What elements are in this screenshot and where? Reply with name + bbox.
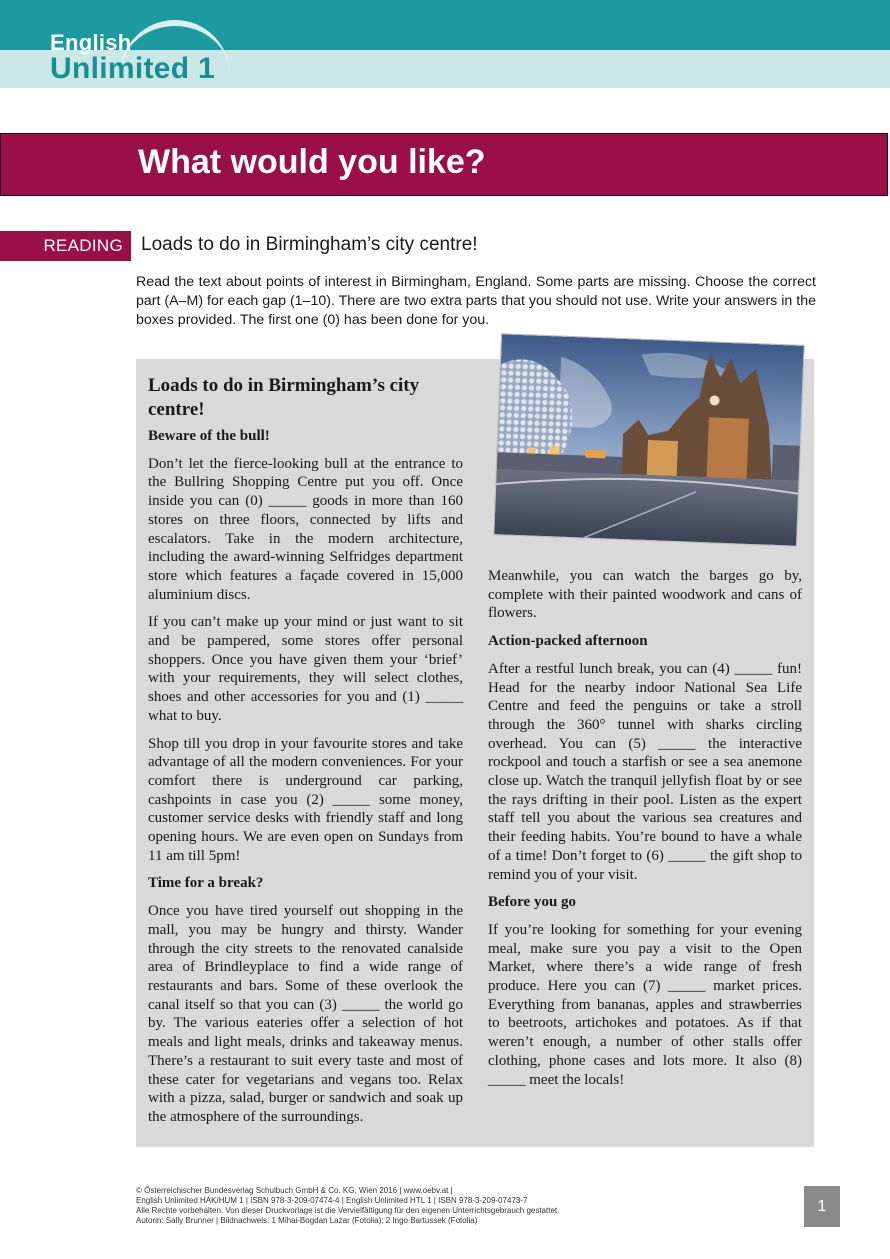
paragraph: Once you have tired yourself out shopping in the mall, you may be hungry and thirsty. Wander through the city streets to the renovated canalside area of Brindleyplace to find a wide range of restaurants and bars. Some of these overlook the canal itself so that you can (3) _____ the world go by. The various eateries offer a selection of hot meals and light meals, drinks and takeaway menus. There’s a restaurant to suit every taste and most of these cater for vegetarians and vegans too. Relax with a pizza, salad, burger or sandwich and soak up the atmosphere of the surroundings. <box>148 903 463 1125</box>
footer-line: Autorin: Sally Brunner | Bildnachweis: 1 Mihai-Bogdan Lazar (Fotolia); 2 Ingo Bartussek (Fotolia) <box>136 1216 478 1225</box>
reading-tag: READING <box>0 231 131 261</box>
birmingham-photo <box>494 334 803 545</box>
paragraph: If you can’t make up your mind or just want to sit and be pampered, some stores offer personal shoppers. Once you have given them your ‘brief’ with your requirements, they will select clothes, shoes and other accessories for you and (1) _____ what to buy. <box>148 614 463 724</box>
paragraph: If you’re looking for something for your evening meal, make sure you pay a visit to the Open Market, where there’s a wide range of fresh produce. Here you can (7) _____ market prices. Everything from bananas, apples and strawberries to beetroots, artichokes and potatoes. As if that weren’t enough, a number of other stalls offer clothing, phone cases and lots more. It also (8) _____ meet the locals! <box>488 921 802 1088</box>
paragraph: After a restful lunch break, you can (4) _____ fun! Head for the nearby indoor National Sea Life Centre and feed the penguins or take a stroll through the 360° tunnel with sharks circling overhead. You can (5) _____ the interactive rockpool and touch a starfish or see a sea anemone close up. Watch the tranquil jellyfish float by or see the rays drifting in their pool. Listen as the expert staff tell you about the various sea creatures and their feeding habits. You’re bound to have a whale of a time! Don’t forget to (6) _____ the gift shop to remind you of your visit. <box>488 660 802 883</box>
subheading-beware: Beware of the bull! <box>148 428 270 444</box>
page-number: 1 <box>804 1186 840 1227</box>
page-title: What would you like? <box>138 143 486 181</box>
footer-credits <box>136 1186 776 1226</box>
instructions: Read the text about points of interest in Birmingham, England. Some parts are missing. Choose the correct part (A–M) for each gap (1–10). There are two extra parts that you should not use. Write your answers in the boxes provided. The first one (0) has been done for you. <box>136 274 816 328</box>
footer-line: © Österreichischer Bundesverlag Schulbuch GmbH & Co. KG, Wien 2016 | www.oebv.at | <box>136 1186 453 1195</box>
article-left-column <box>148 374 463 1136</box>
paragraph: Shop till you drop in your favourite stores and take advantage of all the modern conveniences. For your comfort there is underground car parking, cashpoints in case you (2) _____ some money, customer service desks with friendly staff and long opening hours. We are even open on Sundays from 11 am till 5pm! <box>148 735 463 864</box>
logo-english: English <box>50 30 132 55</box>
paragraph: Meanwhile, you can watch the barges go by, complete with their painted woodwork and cans of flowers. <box>488 568 802 622</box>
logo-unlimited: Unlimited 1 <box>50 52 215 85</box>
footer-line: Alle Rechte vorbehalten. Von dieser Druckvorlage ist die Vervielfältigung für den eigenen Unterrichtsgebrauch gestattet. <box>136 1206 560 1215</box>
article-title: Loads to do in Birmingham’s city centre! <box>148 375 420 420</box>
article-right-column <box>488 567 802 1098</box>
subheading-break: Time for a break? <box>148 875 264 892</box>
section-title: Loads to do in Birmingham’s city centre! <box>141 234 478 255</box>
subheading-before-you-go: Before you go <box>488 894 577 911</box>
subheading-afternoon: Action-packed afternoon <box>488 633 648 650</box>
paragraph: Don’t let the fierce-looking bull at the entrance to the Bullring Shopping Centre put you off. Once inside you can (0) _____ goods in more than 160 stores on three floors, connected by lifts and escalators. Take in the modern architecture, including the award-winning Selfridges department store which features a façade covered in 15,000 aluminium discs. <box>148 455 463 603</box>
footer-line: English Unlimited HAK/HUM 1 | ISBN 978-3-209-07474-4 | English Unlimited HTL 1 | ISBN 978-3-209-07473-7 <box>136 1196 528 1205</box>
